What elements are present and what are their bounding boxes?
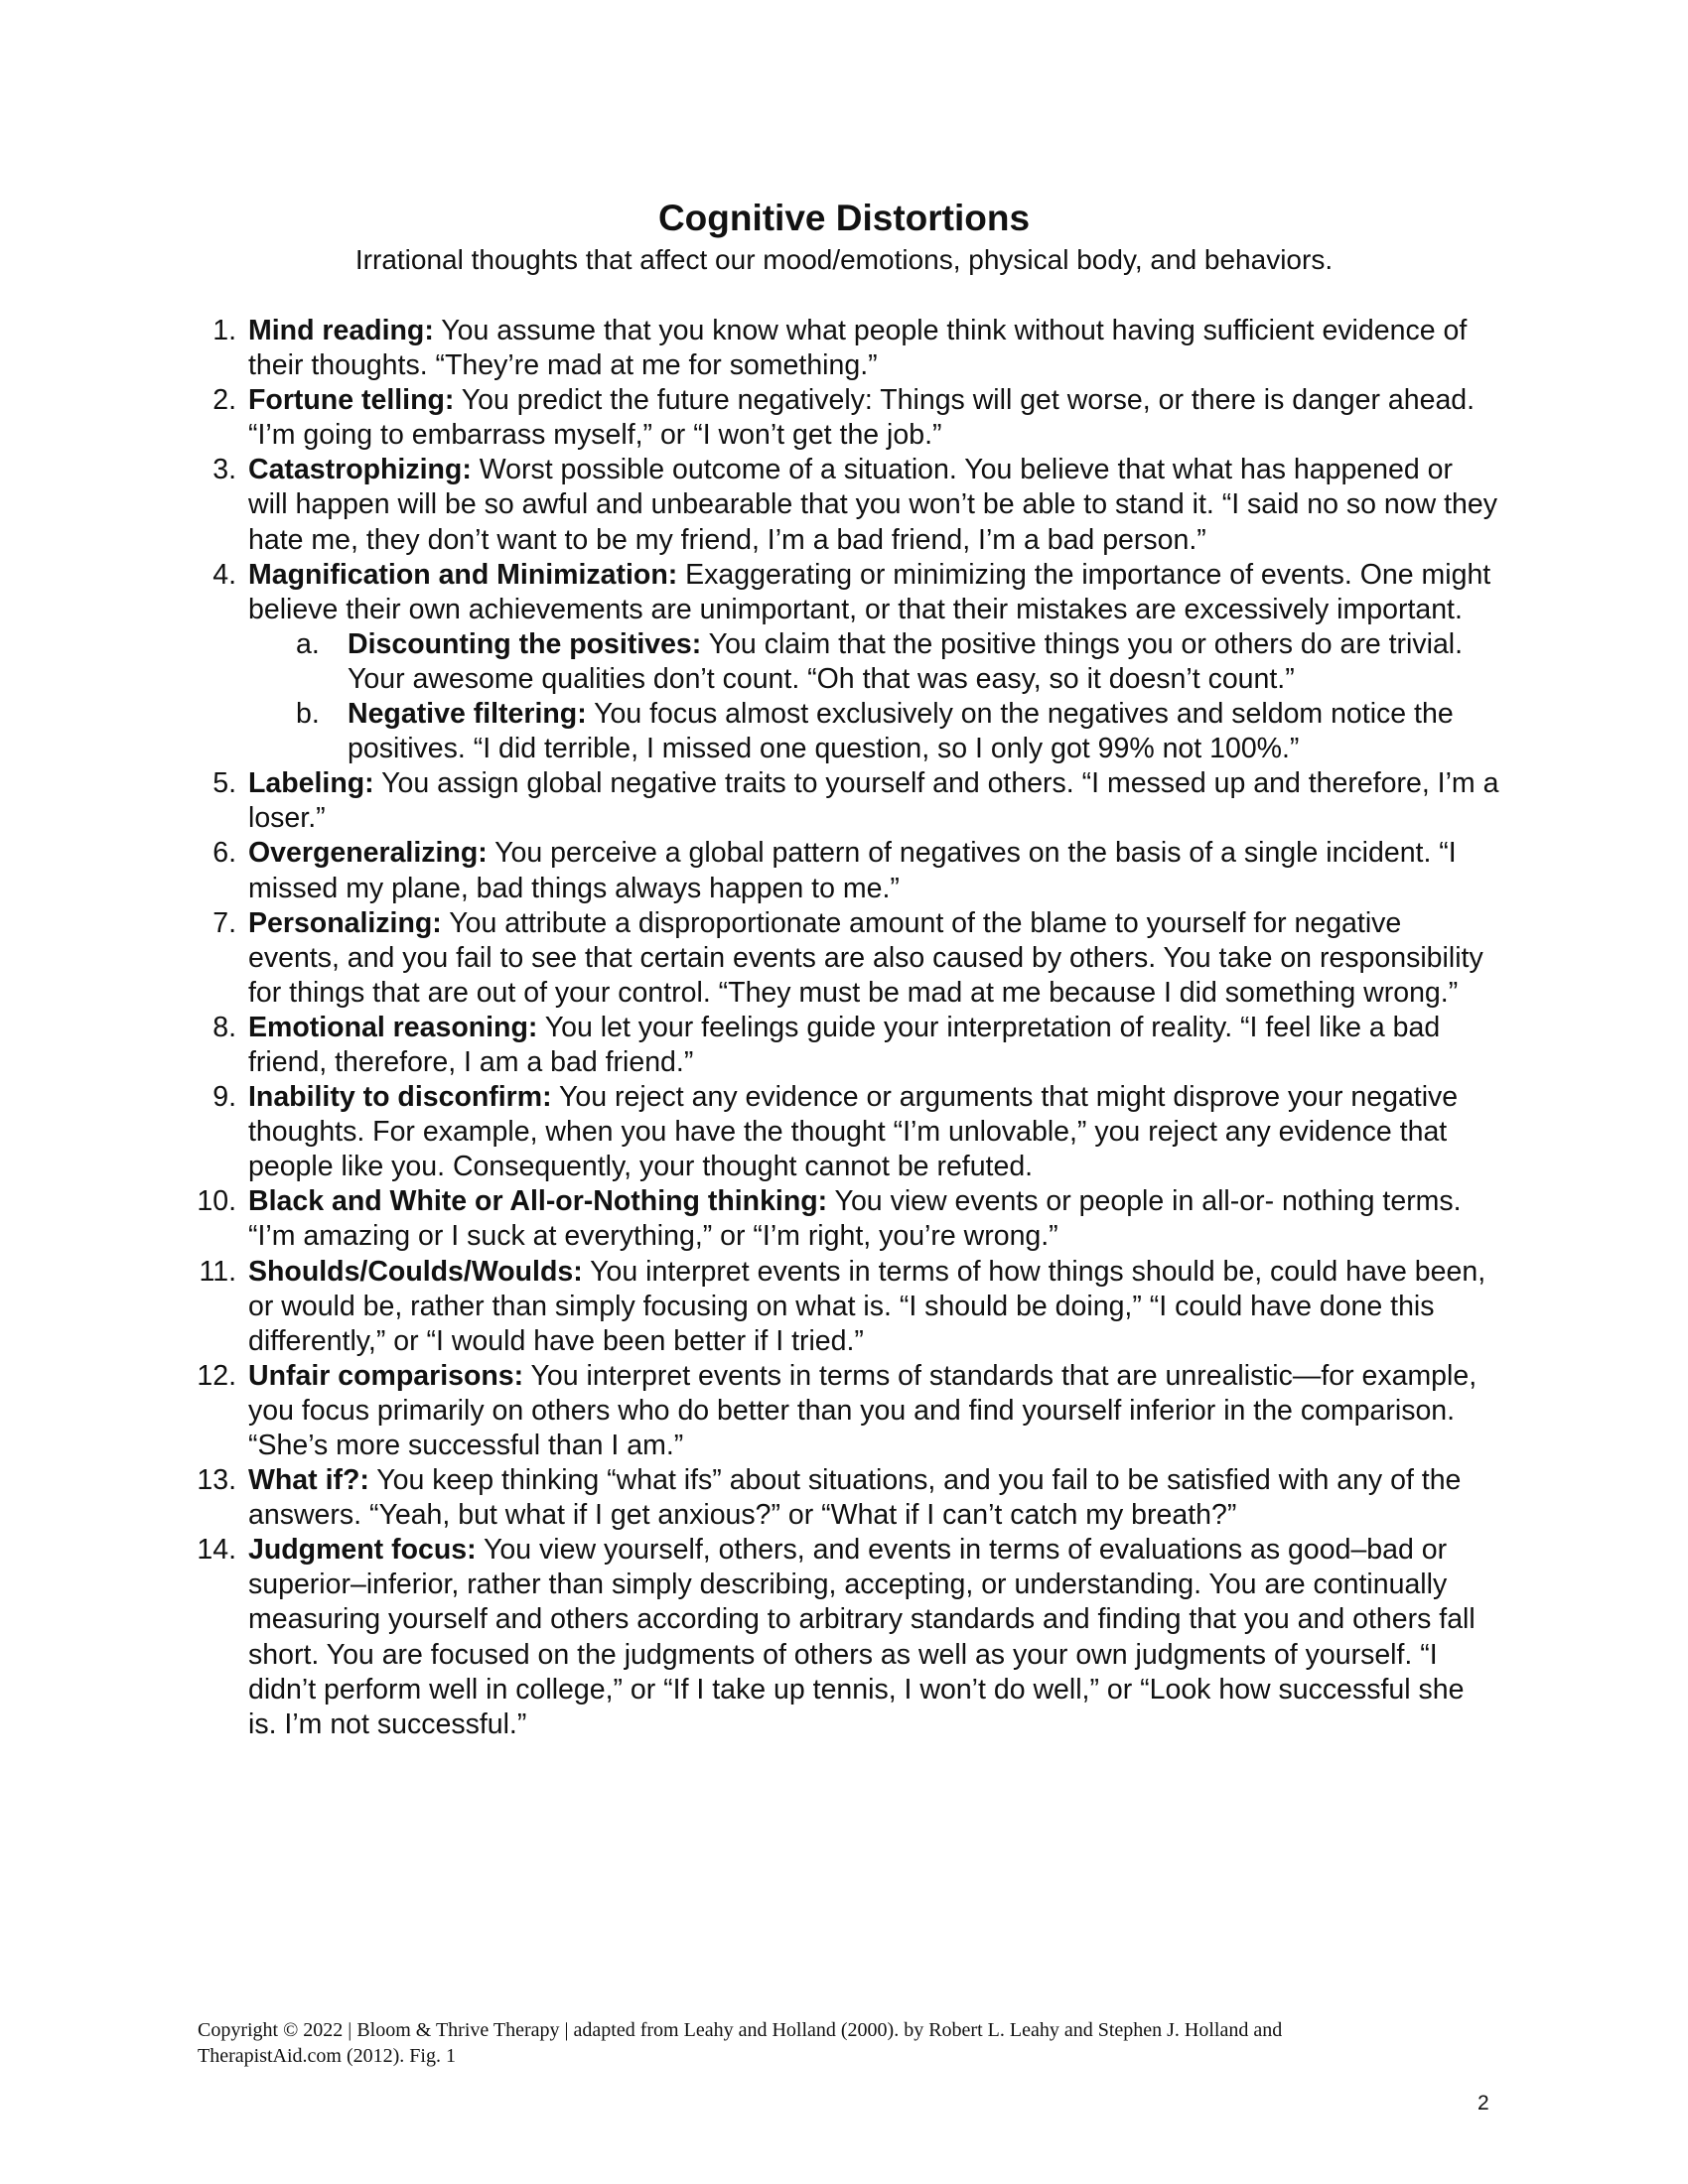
list-item [179,836,1499,905]
item-number: 3. [212,454,236,486]
item-description: You attribute a disproportionate amount of the blame to yourself for negative events, and you fail to see that certain events are also caused by others. You take on responsibility for things that are out of your control. “They must be mad at me because I did something wrong.” [248,906,1483,1009]
item-description: Exaggerating or minimizing the importance of events. One might believe their own achievements are unimportant, or that their mistakes are excessively important. [248,558,1491,625]
item-term: Emotional reasoning: [248,1011,538,1043]
item-description: You interpret events in terms of how things should be, could have been, or would be, rather than simply focusing on what is. “I should be doing,” “I could have done this differently,” or “I would have been better if I tried.” [248,1255,1486,1357]
list-item [179,1080,1499,1184]
item-term: Unfair comparisons: [248,1359,524,1392]
copyright-footer: Copyright © 2022 | Bloom & Thrive Therapy | adapted from Leahy and Holland (2000). by Robert L. Leahy and Stephen J. Holland and TherapistAid.com (2012). Fig. 1 [198,2019,1283,2067]
item-term: Shoulds/Coulds/Woulds: [248,1255,583,1288]
item-number: 8. [212,1011,236,1043]
item-number: 14. [197,1534,236,1567]
list-item [179,1011,1499,1080]
page-number: 2 [1477,2092,1489,2115]
distortions-list [179,314,1499,1742]
item-number: 1. [212,315,236,346]
item-term: Inability to disconfirm: [248,1081,552,1114]
item-description: You perceive a global pattern of negatives on the basis of a single incident. “I missed my plane, bad things always happen to me.” [248,837,1457,904]
list-item [179,906,1499,1011]
item-description: Worst possible outcome of a situation. You believe that what has happened or will happen will be so awful and unbearable that you won’t be able to stand it. “I said no so now they hate me, they don’t want to be my friend, I’m a bad friend, I’m a bad person.” [248,454,1497,556]
item-term: Fortune telling: [248,384,455,417]
sub-item-term: Discounting the positives: [348,627,702,660]
item-term: Judgment focus: [248,1534,477,1567]
item-term: Magnification and Minimization: [248,558,678,591]
item-term: Black and White or All-or-Nothing thinking: [248,1185,828,1218]
item-number: 6. [212,837,236,870]
sub-list-item [248,697,1499,766]
item-term: Mind reading: [248,315,434,346]
item-number: 9. [212,1081,236,1114]
list-item [179,1463,1499,1533]
item-description: You let your feelings guide your interpretation of reality. “I feel like a bad friend, therefore, I am a bad friend.” [248,1011,1441,1078]
list-item [179,453,1499,557]
item-number: 13. [197,1464,236,1497]
sub-list-item [248,627,1499,697]
sub-list [248,627,1499,766]
item-term: Labeling: [248,767,374,800]
item-number: 10. [197,1185,236,1218]
item-number: 11. [199,1255,236,1288]
list-item [179,1533,1499,1742]
item-term: Personalizing: [248,906,442,939]
item-description: You predict the future negatively: Things will get worse, or there is danger ahead. “I’m going to embarrass myself,” or “I won’t get the job.” [248,384,1476,452]
item-description: You assign global negative traits to yourself and others. “I messed up and therefore, I’m a loser.” [248,767,1499,835]
item-term: Overgeneralizing: [248,837,488,870]
page-subtitle: Irrational thoughts that affect our mood/emotions, physical body, and behaviors. [354,244,1334,275]
item-description: You reject any evidence or arguments that might disprove your negative thoughts. For example, when you have the thought “I’m unlovable,” you reject any evidence that people like you. Consequently, your thought cannot be refuted. [248,1081,1459,1183]
item-term: Catastrophizing: [248,454,472,486]
sub-item-letter: b. [296,698,320,731]
item-description: You interpret events in terms of standards that are unrealistic—for example, you focus primarily on others who do better than you and find yourself inferior in the comparison. “She’s more successful than I am.” [248,1359,1477,1461]
sub-item-letter: a. [296,627,320,660]
list-item [179,1359,1499,1463]
sub-item-description: You focus almost exclusively on the negatives and seldom notice the positives. “I did terrible, I missed one question, so I only got 99% not 100%.” [348,698,1454,765]
item-description: You view events or people in all-or- nothing terms. “I’m amazing or I suck at everything,” or “I’m right, you’re wrong.” [248,1185,1462,1253]
item-description: You assume that you know what people think without having sufficient evidence of their thoughts. “They’re mad at me for something.” [248,315,1468,382]
item-term: What if?: [248,1464,369,1497]
page-title: Cognitive Distortions [657,198,1031,238]
item-number: 5. [212,767,236,800]
item-number: 12. [197,1359,236,1392]
item-number: 7. [212,906,236,939]
sub-item-description: You claim that the positive things you or others do are trivial. Your awesome qualities don’t count. “Oh that was easy, so it doesn’t count.” [348,627,1464,695]
list-item [179,1255,1499,1359]
list-item [179,558,1499,767]
item-description: You view yourself, others, and events in terms of evaluations as good–bad or superior–inferior, rather than simply describing, accepting, or understanding. You are continually measuring yourself and others according to arbitrary standards and finding that you and others fall short. You are focused on the judgments of others as well as your own judgments of yourself. “I didn’t perform well in college,” or “If I take up tennis, I won’t do well,” or “Look how successful she is. I’m not successful.” [248,1534,1476,1740]
item-description: You keep thinking “what ifs” about situations, and you fail to be satisfied with any of the answers. “Yeah, but what if I get anxious?” or “What if I can’t catch my breath?” [248,1464,1462,1532]
item-number: 2. [212,384,236,417]
list-item [179,766,1499,836]
list-item [179,314,1499,383]
item-number: 4. [212,558,236,591]
list-item [179,383,1499,453]
sub-item-term: Negative filtering: [348,698,587,731]
list-item [179,1184,1499,1254]
